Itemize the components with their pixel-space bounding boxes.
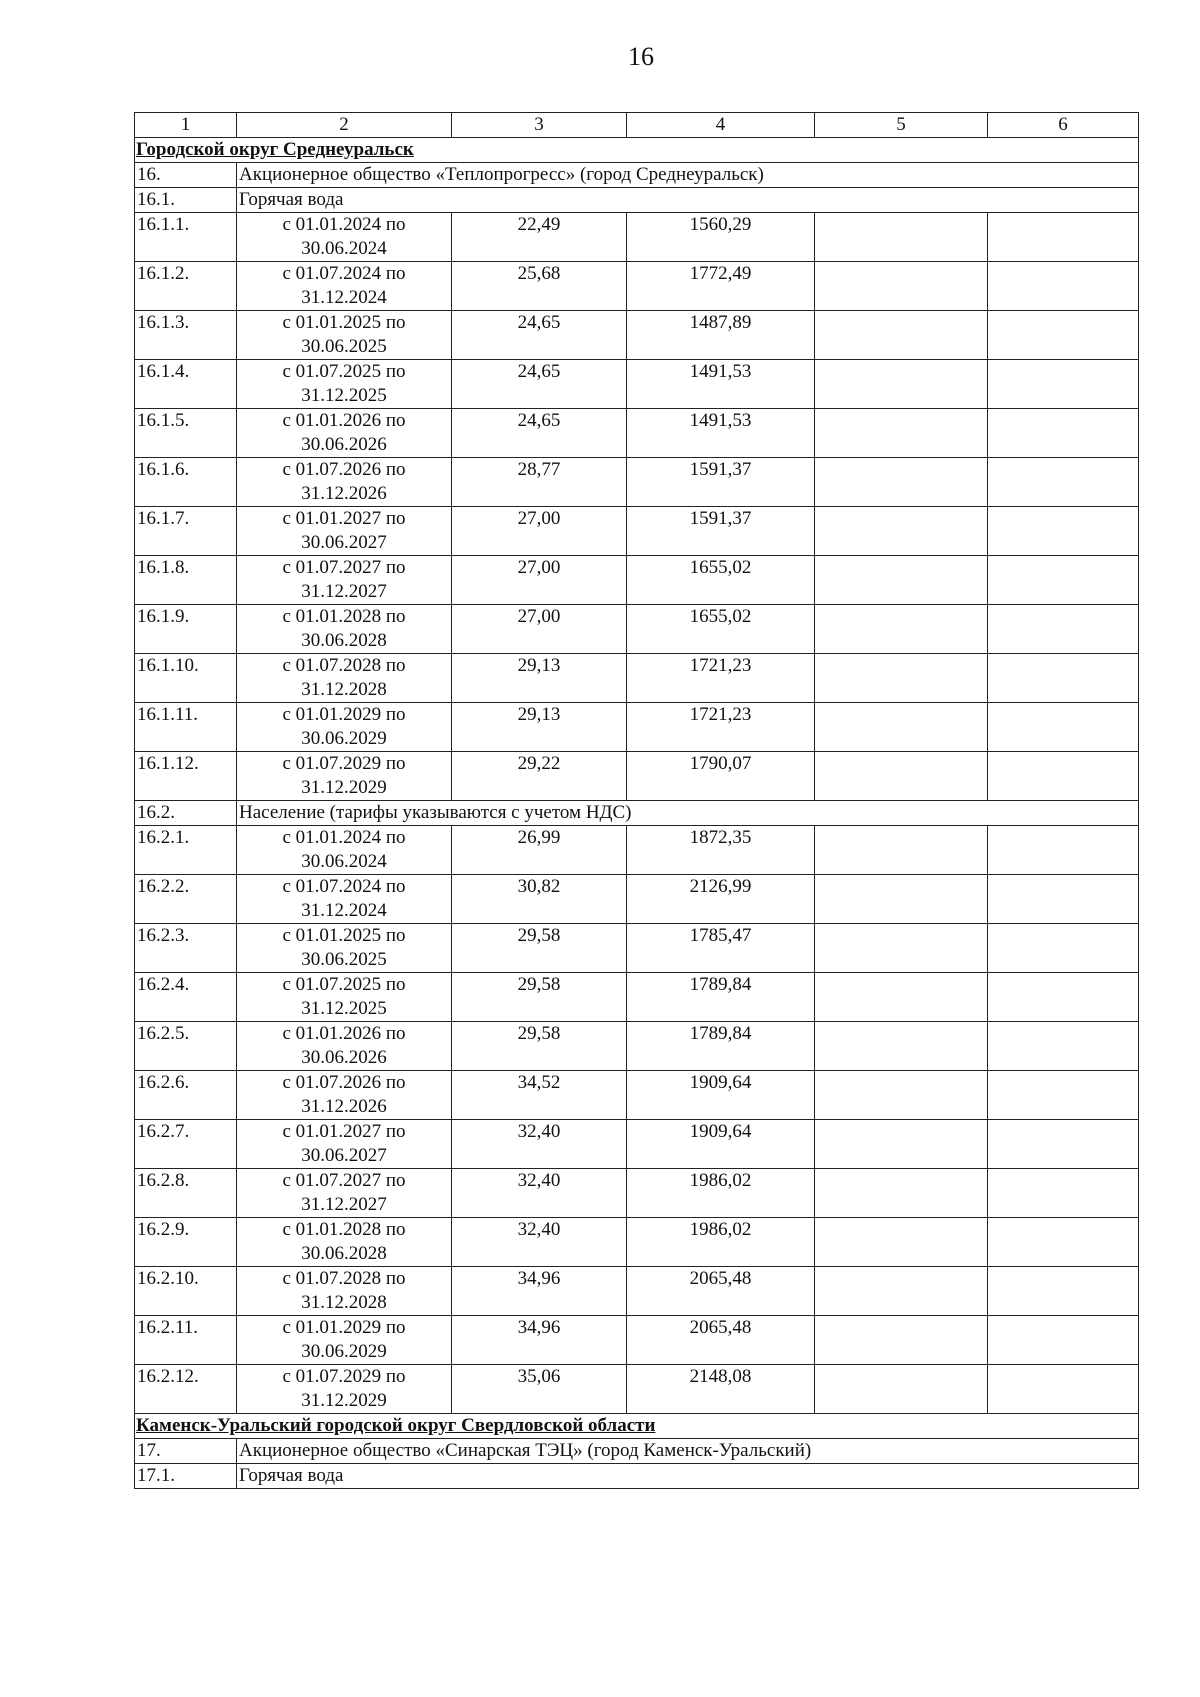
table-row — [135, 654, 1139, 703]
period-end: 30.06.2024 — [301, 851, 387, 872]
column-header: 6 — [988, 113, 1139, 138]
tariff-value-col4: 1591,37 — [627, 507, 815, 556]
period-start: с 01.07.2027 по — [282, 1170, 406, 1191]
table-row — [135, 973, 1139, 1022]
empty-cell-col5 — [815, 262, 988, 311]
tariff-value-col3: 35,06 — [452, 1365, 627, 1414]
table-row — [135, 458, 1139, 507]
empty-cell-col5 — [815, 654, 988, 703]
period-end: 30.06.2025 — [301, 336, 387, 357]
empty-cell-col6 — [988, 1071, 1139, 1120]
period-cell — [237, 1169, 452, 1218]
tariff-value-col4: 2126,99 — [627, 875, 815, 924]
tariff-value-col4: 1491,53 — [627, 409, 815, 458]
empty-cell-col5 — [815, 1120, 988, 1169]
empty-cell-col5 — [815, 1022, 988, 1071]
period-cell — [237, 1365, 452, 1414]
empty-cell-col6 — [988, 1365, 1139, 1414]
period-end: 30.06.2028 — [301, 1243, 387, 1264]
period-cell — [237, 1120, 452, 1169]
table-row — [135, 213, 1139, 262]
empty-cell-col5 — [815, 360, 988, 409]
row-number: 16.2.5. — [135, 1022, 237, 1071]
table-row — [135, 924, 1139, 973]
tariff-value-col3: 28,77 — [452, 458, 627, 507]
table-row — [135, 556, 1139, 605]
tariff-value-col4: 1591,37 — [627, 458, 815, 507]
table-row — [135, 360, 1139, 409]
period-end: 31.12.2024 — [301, 287, 387, 308]
empty-cell-col6 — [988, 605, 1139, 654]
row-number: 16.1.6. — [135, 458, 237, 507]
period-cell — [237, 703, 452, 752]
period-cell — [237, 458, 452, 507]
period-end: 31.12.2026 — [301, 483, 387, 504]
empty-cell-col5 — [815, 924, 988, 973]
row-number: 16.1.9. — [135, 605, 237, 654]
empty-cell-col5 — [815, 213, 988, 262]
empty-cell-col6 — [988, 973, 1139, 1022]
empty-cell-col6 — [988, 875, 1139, 924]
row-number: 16.2.1. — [135, 826, 237, 875]
empty-cell-col6 — [988, 1120, 1139, 1169]
period-cell — [237, 752, 452, 801]
empty-cell-col5 — [815, 507, 988, 556]
period-cell — [237, 973, 452, 1022]
column-header-row — [135, 113, 1139, 138]
period-cell — [237, 1071, 452, 1120]
period-start: с 01.07.2025 по — [282, 361, 406, 382]
row-number: 16.1.10. — [135, 654, 237, 703]
period-end: 30.06.2027 — [301, 1145, 387, 1166]
row-number: 16.2.12. — [135, 1365, 237, 1414]
period-start: с 01.07.2025 по — [282, 974, 406, 995]
tariff-value-col3: 26,99 — [452, 826, 627, 875]
period-start: с 01.01.2026 по — [282, 410, 406, 431]
row-number: 16.1.11. — [135, 703, 237, 752]
tariff-value-col3: 30,82 — [452, 875, 627, 924]
table-row — [135, 875, 1139, 924]
table-row — [135, 703, 1139, 752]
page-number: 16 — [628, 42, 654, 71]
tariff-value-col3: 27,00 — [452, 556, 627, 605]
period-end: 31.12.2025 — [301, 998, 387, 1019]
empty-cell-col6 — [988, 507, 1139, 556]
table-row — [135, 826, 1139, 875]
tariff-table — [134, 112, 1139, 1489]
row-number: 16.2.10. — [135, 1267, 237, 1316]
empty-cell-col6 — [988, 1267, 1139, 1316]
tariff-value-col3: 27,00 — [452, 605, 627, 654]
tariff-value-col3: 29,22 — [452, 752, 627, 801]
empty-cell-col5 — [815, 703, 988, 752]
period-cell — [237, 213, 452, 262]
period-cell — [237, 875, 452, 924]
table-row — [135, 1365, 1139, 1414]
period-cell — [237, 1316, 452, 1365]
period-end: 30.06.2028 — [301, 630, 387, 651]
period-start: с 01.07.2028 по — [282, 1268, 406, 1289]
tariff-value-col4: 1789,84 — [627, 973, 815, 1022]
tariff-value-col4: 2065,48 — [627, 1316, 815, 1365]
empty-cell-col5 — [815, 1365, 988, 1414]
tariff-value-col4: 1655,02 — [627, 556, 815, 605]
table-row — [135, 752, 1139, 801]
empty-cell-col5 — [815, 1267, 988, 1316]
row-number: 16.1.1. — [135, 213, 237, 262]
tariff-value-col3: 34,96 — [452, 1267, 627, 1316]
table-row — [135, 1071, 1139, 1120]
period-cell — [237, 654, 452, 703]
column-header: 2 — [237, 113, 452, 138]
tariff-value-col4: 1721,23 — [627, 703, 815, 752]
tariff-value-col3: 24,65 — [452, 409, 627, 458]
row-number: 16.2.7. — [135, 1120, 237, 1169]
row-number: 16.2.11. — [135, 1316, 237, 1365]
group-title: Горячая вода — [237, 1464, 1139, 1489]
period-start: с 01.01.2025 по — [282, 312, 406, 333]
empty-cell-col6 — [988, 752, 1139, 801]
group-title: Население (тарифы указываются с учетом НДС) — [237, 801, 1139, 826]
period-start: с 01.07.2024 по — [282, 263, 406, 284]
table-row — [135, 1267, 1139, 1316]
period-start: с 01.01.2027 по — [282, 508, 406, 529]
period-end: 31.12.2026 — [301, 1096, 387, 1117]
period-end: 31.12.2025 — [301, 385, 387, 406]
empty-cell-col5 — [815, 1218, 988, 1267]
period-end: 30.06.2024 — [301, 238, 387, 259]
row-number: 17. — [135, 1439, 237, 1464]
empty-cell-col5 — [815, 605, 988, 654]
row-number: 16.2.3. — [135, 924, 237, 973]
period-cell — [237, 311, 452, 360]
period-start: с 01.07.2026 по — [282, 459, 406, 480]
empty-cell-col6 — [988, 703, 1139, 752]
row-number: 16.1.4. — [135, 360, 237, 409]
empty-cell-col6 — [988, 1218, 1139, 1267]
row-number: 16.1.12. — [135, 752, 237, 801]
row-number: 16.2. — [135, 801, 237, 826]
period-cell — [237, 360, 452, 409]
table-row — [135, 262, 1139, 311]
group-title: Акционерное общество «Синарская ТЭЦ» (город Каменск-Уральский) — [237, 1439, 1139, 1464]
table-row — [135, 409, 1139, 458]
tariff-value-col3: 32,40 — [452, 1120, 627, 1169]
period-end: 31.12.2029 — [301, 1390, 387, 1411]
empty-cell-col6 — [988, 458, 1139, 507]
tariff-value-col3: 29,58 — [452, 1022, 627, 1071]
table-row — [135, 1218, 1139, 1267]
period-start: с 01.07.2026 по — [282, 1072, 406, 1093]
period-end: 30.06.2026 — [301, 434, 387, 455]
tariff-value-col4: 1785,47 — [627, 924, 815, 973]
period-end: 31.12.2024 — [301, 900, 387, 921]
tariff-table-body — [135, 113, 1139, 1489]
empty-cell-col6 — [988, 409, 1139, 458]
table-row — [135, 507, 1139, 556]
period-end: 31.12.2028 — [301, 1292, 387, 1313]
section-header-row — [135, 1414, 1139, 1439]
period-cell — [237, 409, 452, 458]
empty-cell-col5 — [815, 752, 988, 801]
row-number: 16.2.4. — [135, 973, 237, 1022]
empty-cell-col5 — [815, 458, 988, 507]
tariff-value-col3: 32,40 — [452, 1218, 627, 1267]
row-number: 16.1.3. — [135, 311, 237, 360]
tariff-value-col3: 22,49 — [452, 213, 627, 262]
period-start: с 01.01.2024 по — [282, 214, 406, 235]
empty-cell-col6 — [988, 311, 1139, 360]
period-start: с 01.01.2027 по — [282, 1121, 406, 1142]
period-end: 30.06.2029 — [301, 1341, 387, 1362]
empty-cell-col6 — [988, 556, 1139, 605]
empty-cell-col6 — [988, 826, 1139, 875]
tariff-value-col4: 1487,89 — [627, 311, 815, 360]
row-number: 16.1.5. — [135, 409, 237, 458]
tariff-value-col3: 25,68 — [452, 262, 627, 311]
empty-cell-col6 — [988, 213, 1139, 262]
period-start: с 01.07.2029 по — [282, 753, 406, 774]
row-number: 16.1.7. — [135, 507, 237, 556]
tariff-value-col4: 1560,29 — [627, 213, 815, 262]
period-cell — [237, 1218, 452, 1267]
tariff-value-col3: 24,65 — [452, 360, 627, 409]
period-start: с 01.01.2025 по — [282, 925, 406, 946]
empty-cell-col6 — [988, 654, 1139, 703]
row-number: 16.1.2. — [135, 262, 237, 311]
tariff-value-col4: 1986,02 — [627, 1218, 815, 1267]
period-start: с 01.01.2026 по — [282, 1023, 406, 1044]
empty-cell-col5 — [815, 973, 988, 1022]
tariff-value-col3: 32,40 — [452, 1169, 627, 1218]
group-row — [135, 801, 1139, 826]
column-header: 1 — [135, 113, 237, 138]
group-row — [135, 163, 1139, 188]
period-start: с 01.07.2027 по — [282, 557, 406, 578]
table-row — [135, 311, 1139, 360]
table-row — [135, 1120, 1139, 1169]
tariff-value-col3: 34,52 — [452, 1071, 627, 1120]
tariff-value-col3: 29,13 — [452, 654, 627, 703]
period-end: 31.12.2027 — [301, 581, 387, 602]
period-cell — [237, 556, 452, 605]
group-title: Горячая вода — [237, 188, 1139, 213]
row-number: 16.2.8. — [135, 1169, 237, 1218]
tariff-value-col3: 29,13 — [452, 703, 627, 752]
empty-cell-col5 — [815, 1071, 988, 1120]
table-row — [135, 1316, 1139, 1365]
group-row — [135, 1439, 1139, 1464]
period-cell — [237, 507, 452, 556]
period-cell — [237, 605, 452, 654]
period-end: 30.06.2027 — [301, 532, 387, 553]
group-title: Акционерное общество «Теплопрогресс» (город Среднеуральск) — [237, 163, 1139, 188]
section-title: Каменск-Уральский городской округ Свердловской области — [135, 1414, 1139, 1439]
row-number: 16.1.8. — [135, 556, 237, 605]
tariff-value-col3: 24,65 — [452, 311, 627, 360]
tariff-value-col4: 2148,08 — [627, 1365, 815, 1414]
period-cell — [237, 262, 452, 311]
tariff-value-col3: 27,00 — [452, 507, 627, 556]
period-cell — [237, 924, 452, 973]
tariff-value-col4: 1655,02 — [627, 605, 815, 654]
empty-cell-col5 — [815, 556, 988, 605]
tariff-value-col4: 1772,49 — [627, 262, 815, 311]
section-title: Городской округ Среднеуральск — [135, 138, 1139, 163]
empty-cell-col5 — [815, 1316, 988, 1365]
table-row — [135, 1022, 1139, 1071]
tariff-value-col4: 1491,53 — [627, 360, 815, 409]
group-row — [135, 1464, 1139, 1489]
tariff-value-col4: 1909,64 — [627, 1071, 815, 1120]
row-number: 16.2.2. — [135, 875, 237, 924]
period-start: с 01.01.2028 по — [282, 606, 406, 627]
group-row — [135, 188, 1139, 213]
period-start: с 01.01.2028 по — [282, 1219, 406, 1240]
empty-cell-col6 — [988, 1316, 1139, 1365]
period-start: с 01.07.2029 по — [282, 1366, 406, 1387]
empty-cell-col6 — [988, 360, 1139, 409]
section-header-row — [135, 138, 1139, 163]
empty-cell-col6 — [988, 1169, 1139, 1218]
period-start: с 01.01.2029 по — [282, 1317, 406, 1338]
empty-cell-col6 — [988, 1022, 1139, 1071]
row-number: 16. — [135, 163, 237, 188]
empty-cell-col5 — [815, 875, 988, 924]
empty-cell-col5 — [815, 826, 988, 875]
column-header: 3 — [452, 113, 627, 138]
period-start: с 01.01.2024 по — [282, 827, 406, 848]
period-cell — [237, 826, 452, 875]
table-row — [135, 605, 1139, 654]
column-header: 5 — [815, 113, 988, 138]
period-cell — [237, 1267, 452, 1316]
period-cell — [237, 1022, 452, 1071]
period-start: с 01.01.2029 по — [282, 704, 406, 725]
empty-cell-col5 — [815, 1169, 988, 1218]
tariff-value-col3: 29,58 — [452, 924, 627, 973]
period-end: 31.12.2028 — [301, 679, 387, 700]
tariff-value-col4: 1986,02 — [627, 1169, 815, 1218]
period-end: 30.06.2029 — [301, 728, 387, 749]
row-number: 16.1. — [135, 188, 237, 213]
tariff-value-col4: 1872,35 — [627, 826, 815, 875]
period-end: 30.06.2025 — [301, 949, 387, 970]
empty-cell-col5 — [815, 409, 988, 458]
period-end: 30.06.2026 — [301, 1047, 387, 1068]
table-row — [135, 1169, 1139, 1218]
period-start: с 01.07.2024 по — [282, 876, 406, 897]
column-header: 4 — [627, 113, 815, 138]
period-end: 31.12.2027 — [301, 1194, 387, 1215]
tariff-value-col4: 1909,64 — [627, 1120, 815, 1169]
period-end: 31.12.2029 — [301, 777, 387, 798]
empty-cell-col6 — [988, 924, 1139, 973]
tariff-value-col3: 29,58 — [452, 973, 627, 1022]
tariff-value-col3: 34,96 — [452, 1316, 627, 1365]
empty-cell-col6 — [988, 262, 1139, 311]
row-number: 16.2.9. — [135, 1218, 237, 1267]
tariff-value-col4: 2065,48 — [627, 1267, 815, 1316]
tariff-value-col4: 1789,84 — [627, 1022, 815, 1071]
period-start: с 01.07.2028 по — [282, 655, 406, 676]
tariff-value-col4: 1790,07 — [627, 752, 815, 801]
row-number: 17.1. — [135, 1464, 237, 1489]
tariff-value-col4: 1721,23 — [627, 654, 815, 703]
empty-cell-col5 — [815, 311, 988, 360]
row-number: 16.2.6. — [135, 1071, 237, 1120]
